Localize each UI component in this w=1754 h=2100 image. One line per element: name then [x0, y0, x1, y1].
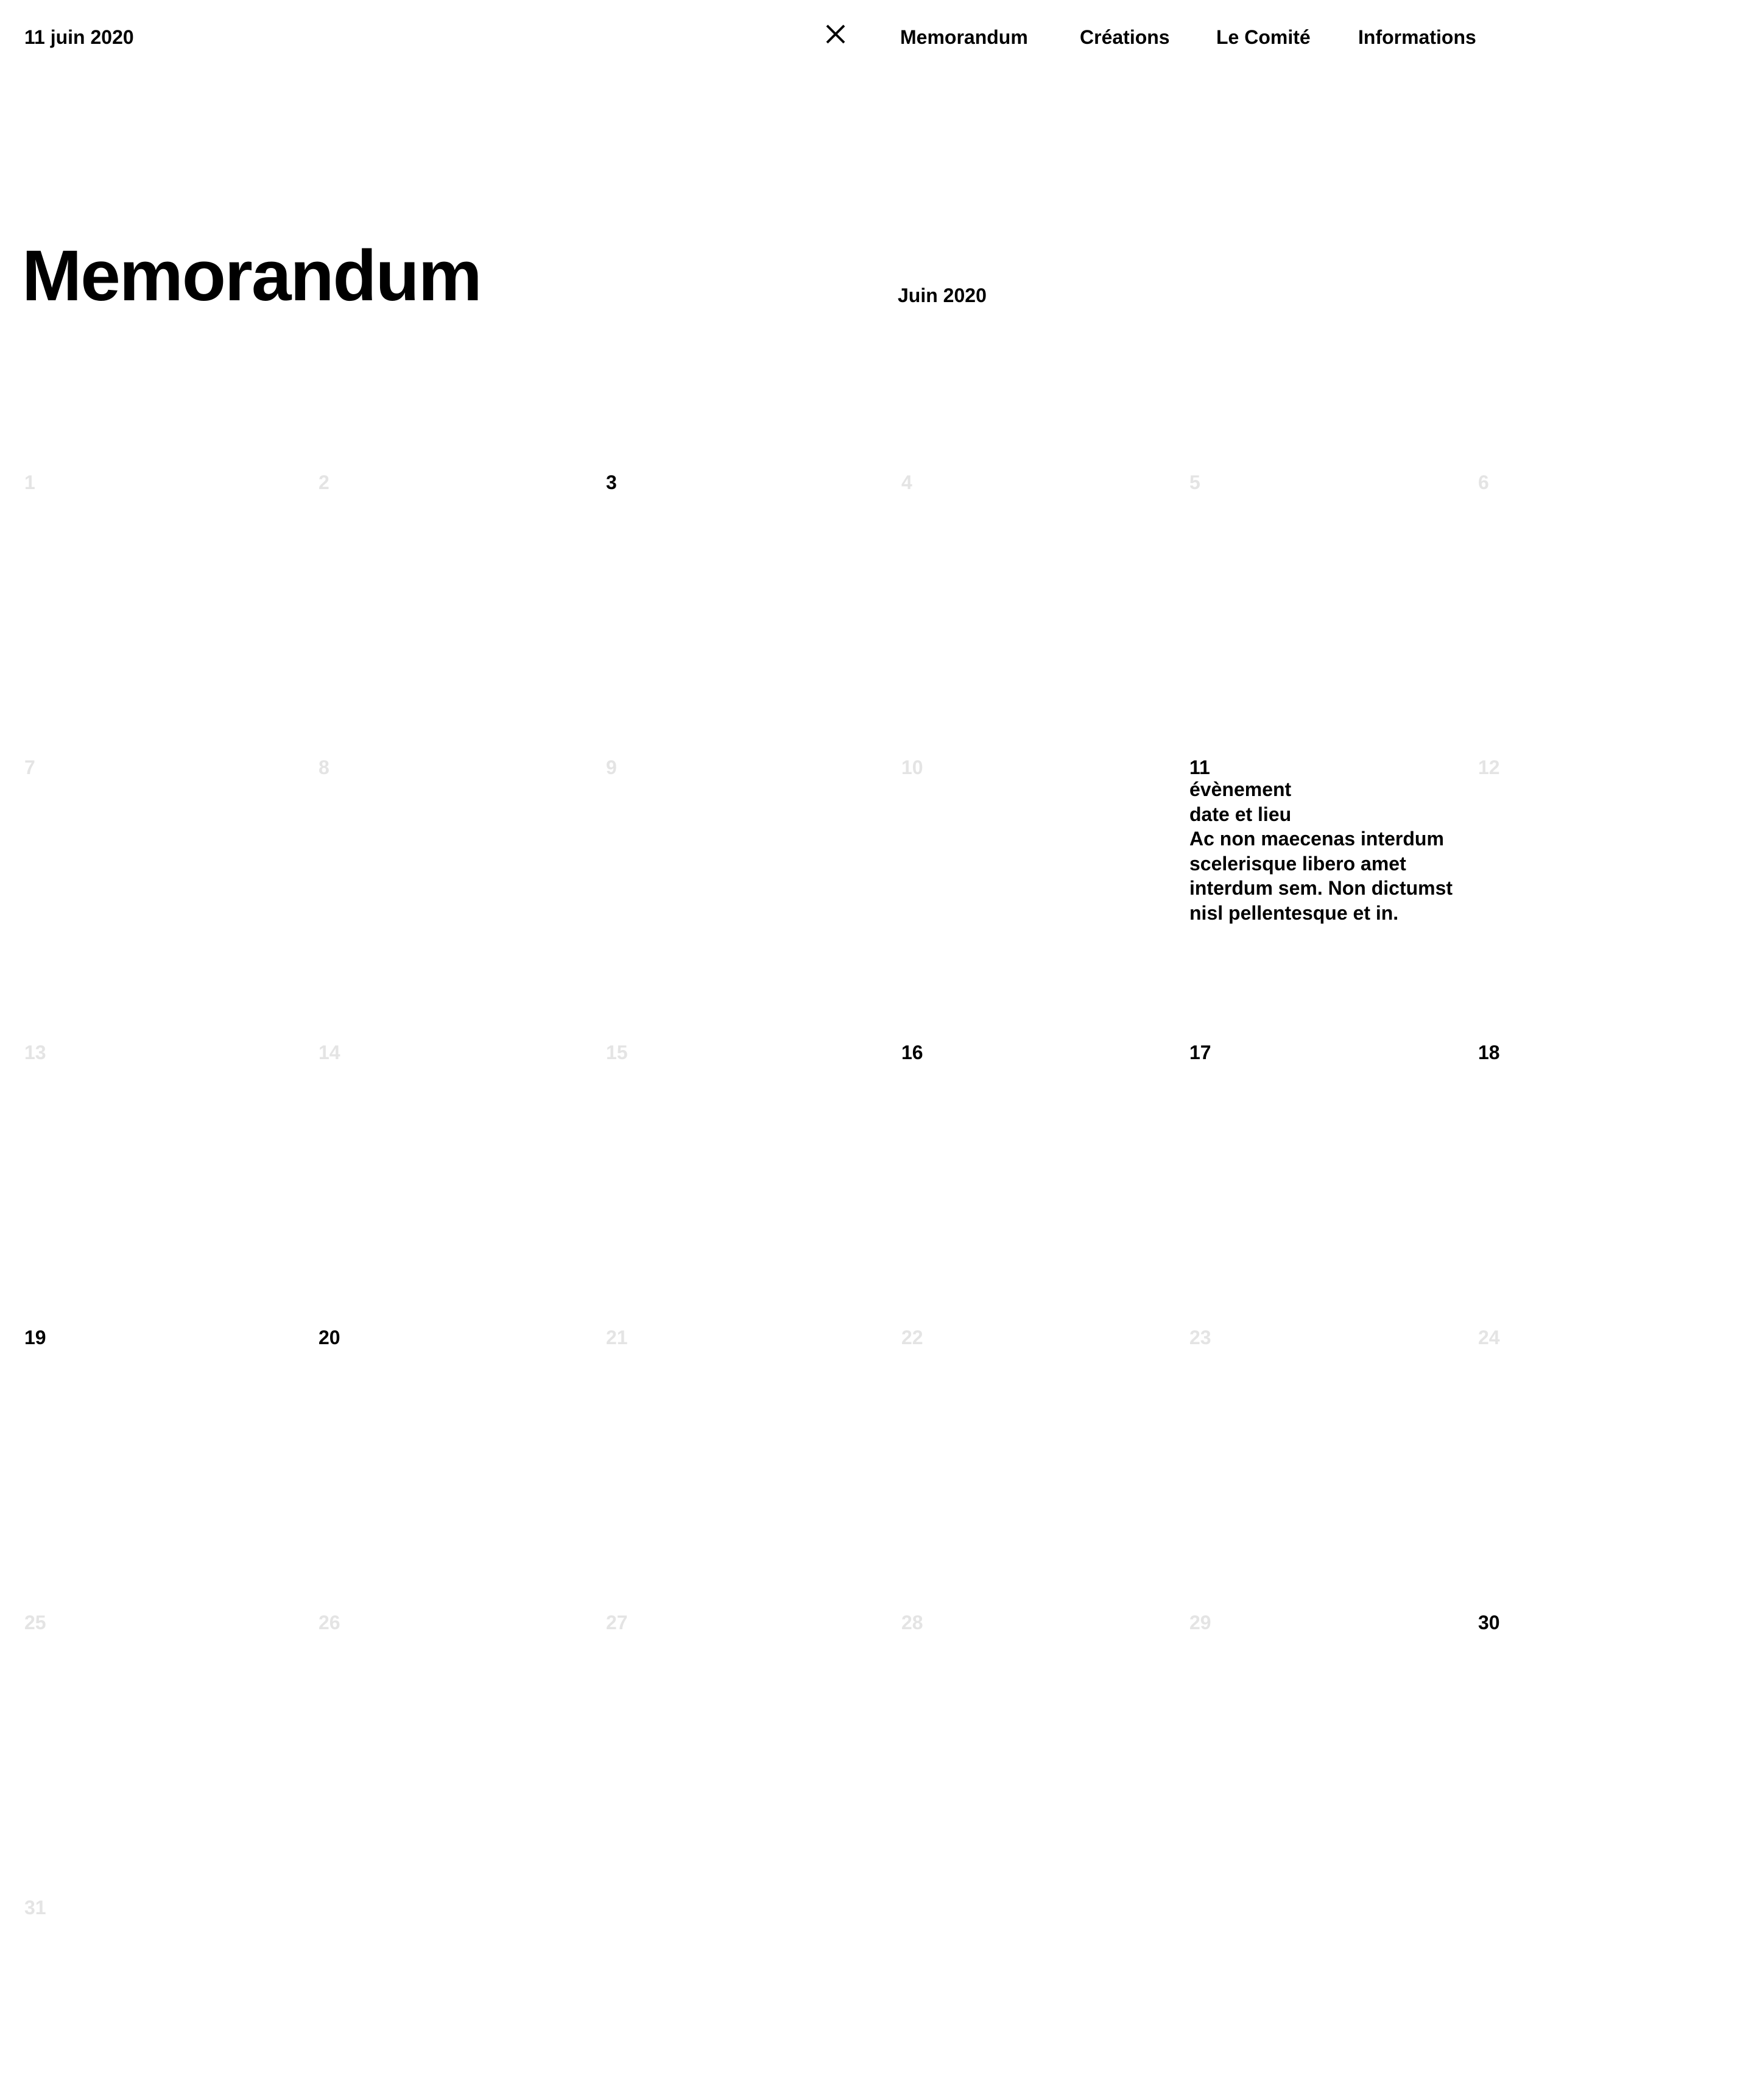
calendar-day-21: 21 [606, 1327, 628, 1348]
event-description-line: interdum sem. Non dictumst [1189, 877, 1453, 899]
calendar-day-9: 9 [606, 756, 617, 778]
current-date: 11 juin 2020 [24, 26, 134, 48]
calendar-day-28: 28 [901, 1612, 923, 1633]
calendar-day-24: 24 [1478, 1327, 1500, 1348]
calendar-day-19[interactable]: 19 [24, 1327, 46, 1348]
calendar-day-26: 26 [319, 1612, 340, 1633]
nav-item-le-comite[interactable]: Le Comité [1216, 26, 1311, 48]
calendar-day-6: 6 [1478, 471, 1489, 493]
close-button[interactable] [822, 21, 849, 48]
close-icon [822, 21, 849, 48]
event-details[interactable] [1189, 777, 1470, 925]
calendar-day-14: 14 [319, 1041, 340, 1063]
calendar-day-22: 22 [901, 1327, 923, 1348]
page-title: Memorandum [22, 236, 481, 316]
event-description-line: scelerisque libero amet [1189, 852, 1406, 875]
calendar-day-13: 13 [24, 1041, 46, 1063]
calendar-day-5: 5 [1189, 471, 1200, 493]
calendar-day-12: 12 [1478, 756, 1500, 778]
calendar-day-15: 15 [606, 1041, 628, 1063]
calendar-day-11[interactable]: 11 [1189, 756, 1210, 778]
calendar-day-4: 4 [901, 471, 912, 493]
event-date-location: date et lieu [1189, 803, 1292, 825]
calendar-day-2: 2 [319, 471, 329, 493]
event-title: évènement [1189, 778, 1292, 800]
month-label: Juin 2020 [898, 284, 987, 306]
event-description-line: nisl pellentesque et in. [1189, 901, 1399, 924]
calendar-day-25: 25 [24, 1612, 46, 1633]
calendar-day-17[interactable]: 17 [1189, 1041, 1211, 1063]
calendar-day-23: 23 [1189, 1327, 1211, 1348]
calendar-day-8: 8 [319, 756, 329, 778]
nav-item-creations[interactable]: Créations [1080, 26, 1170, 48]
nav-item-informations[interactable]: Informations [1358, 26, 1476, 48]
calendar-day-3[interactable]: 3 [606, 471, 617, 493]
calendar-day-16[interactable]: 16 [901, 1041, 923, 1063]
calendar-day-7: 7 [24, 756, 35, 778]
nav-item-memorandum[interactable]: Memorandum [900, 26, 1028, 48]
calendar-day-10: 10 [901, 756, 923, 778]
calendar-day-31: 31 [24, 1897, 46, 1919]
calendar-day-27: 27 [606, 1612, 628, 1633]
event-description-line: Ac non maecenas interdum [1189, 828, 1444, 850]
calendar-day-29: 29 [1189, 1612, 1211, 1633]
calendar-day-20[interactable]: 20 [319, 1327, 340, 1348]
calendar-day-30[interactable]: 30 [1478, 1612, 1500, 1633]
calendar-day-1: 1 [24, 471, 35, 493]
calendar-day-18[interactable]: 18 [1478, 1041, 1500, 1063]
